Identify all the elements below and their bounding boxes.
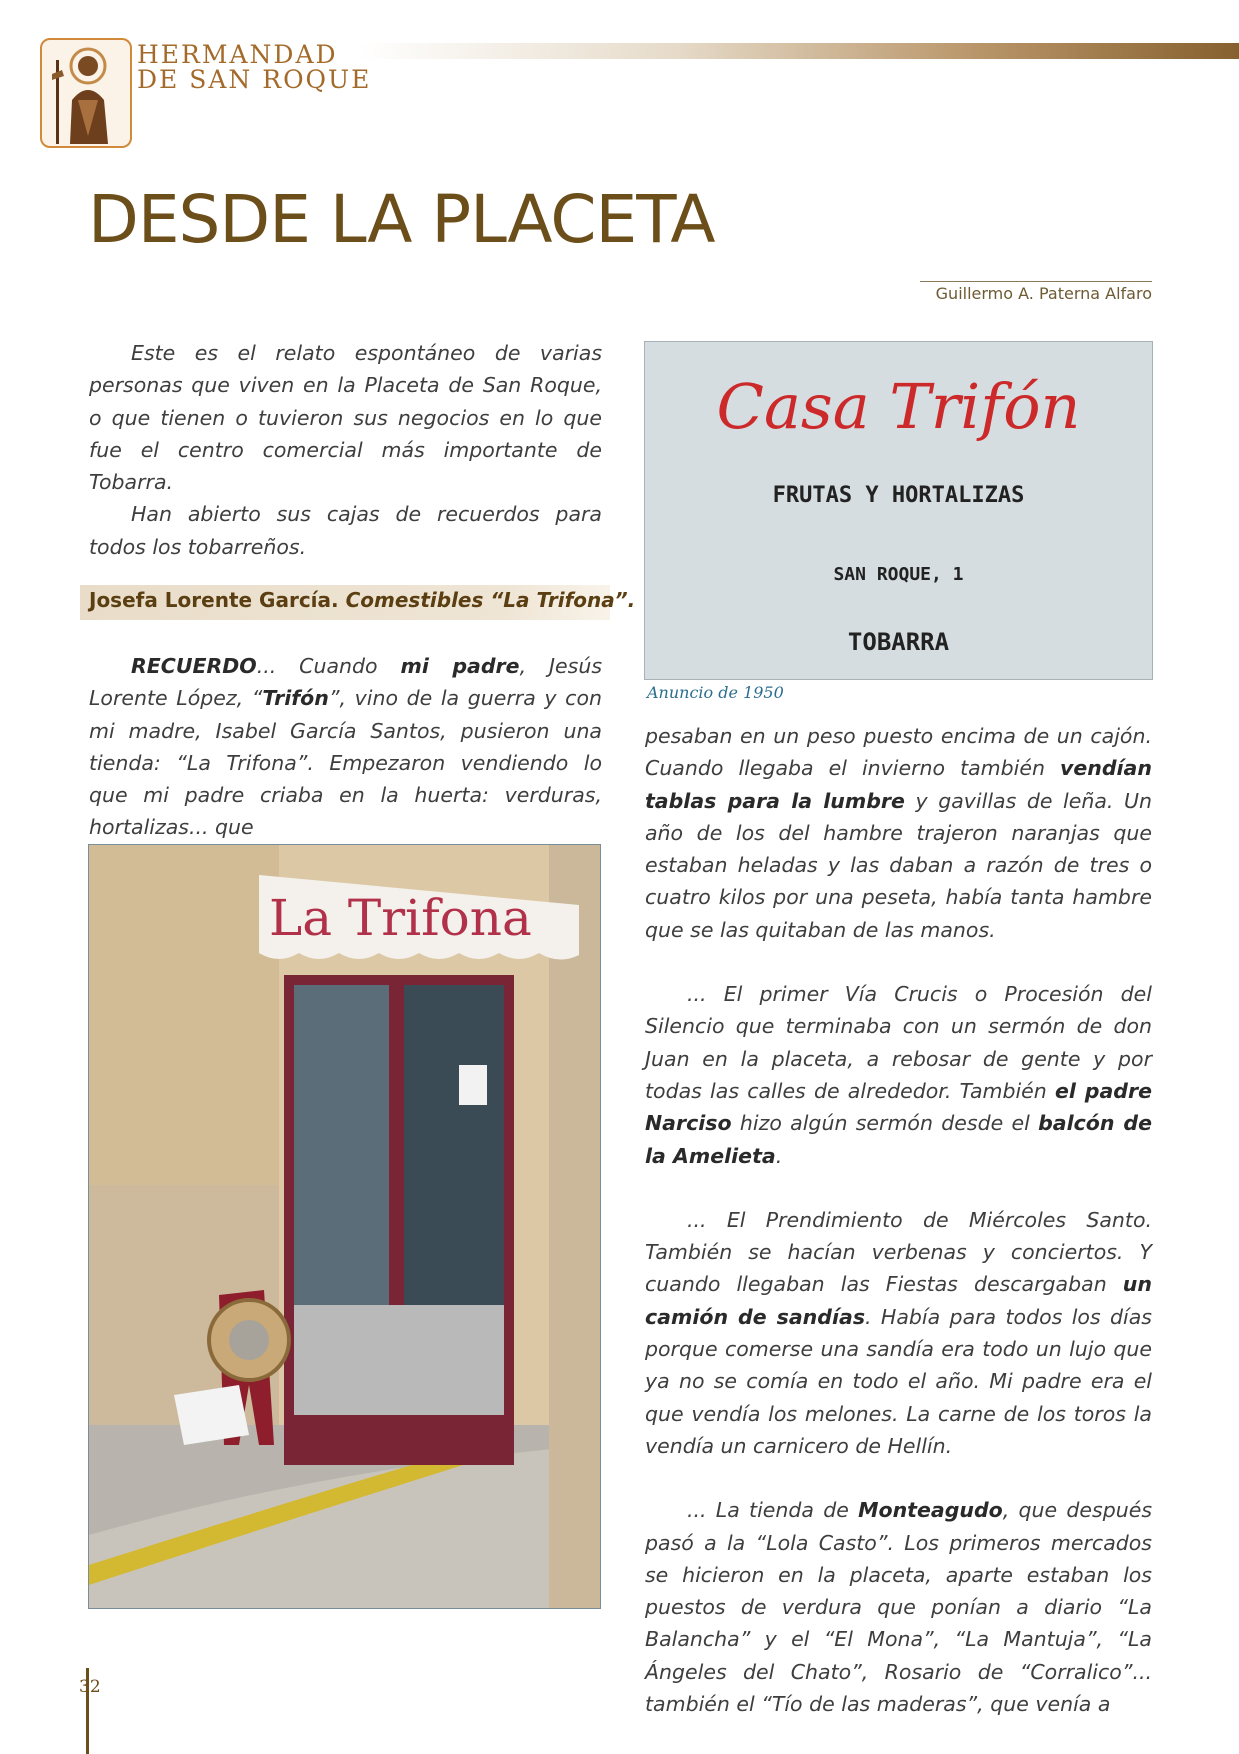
author-rule	[920, 281, 1152, 282]
storefront-photo	[88, 844, 601, 1609]
text-run: pesaban en un peso puesto encima de un cajón. Cuando llegaba el invierno también	[645, 724, 1152, 781]
col1-paragraph	[89, 650, 602, 844]
page-number: 32	[79, 1677, 101, 1697]
photo-sign-text: La Trifona	[269, 889, 532, 947]
hermandad-logo	[40, 38, 132, 148]
section-person: Josefa Lorente García.	[89, 588, 339, 612]
col2-paragraph-2	[645, 978, 1152, 1172]
text-run: y gavillas de leña. Un año de los del hambre trajeron naranjas que estaban heladas y las daban a razón de tres o cuatro kilos por una peseta, había tanta hambre que se las quitaban de las manos.	[645, 788, 1152, 942]
storefront-illustration	[89, 845, 600, 1608]
ad-line-3: TOBARRA	[847, 628, 950, 656]
ad-line-1: FRUTAS Y HORTALIZAS	[772, 483, 1025, 508]
brand-line-1: HERMANDAD	[137, 40, 338, 69]
intro-block	[89, 337, 602, 563]
col1-body	[89, 650, 602, 844]
recuerdo-lead: RECUERDO	[131, 654, 257, 678]
saint-roch-icon	[42, 40, 130, 146]
text-run: ... Cuando	[256, 654, 401, 678]
text-run: .	[775, 1143, 783, 1168]
text-run: ... El primer Vía Crucis o Procesión del Silencio que terminaba con un sermón de don Juan en la placeta, a rebosar de gente y por todas las calles de alrededor. También	[645, 982, 1152, 1103]
article-title: DESDE LA PLACETA	[88, 181, 715, 258]
brand-line-2: DE SAN ROQUE	[137, 65, 372, 94]
col2-paragraph-3	[645, 1204, 1152, 1462]
bold-run: un camión de sandías	[645, 1272, 1152, 1329]
intro-paragraph-2: Han abierto sus cajas de recuerdos para todos los tobarreños.	[89, 502, 602, 559]
bold-run: Trifón	[262, 686, 329, 711]
ad-line-2: SAN ROQUE, 1	[833, 564, 964, 585]
col2-paragraph-1	[645, 720, 1152, 946]
ad-brand: Casa Trifón	[716, 370, 1081, 443]
col2-body	[645, 720, 1152, 1720]
section-heading	[89, 588, 635, 612]
text-run: . Había para todos los días porque comerse una sandía era todo un lujo que ya no se comía en todo el año. Mi padre era el que vendía los melones. La carne de los toros la vendía un carnicero de Hellín.	[645, 1304, 1152, 1458]
bold-run: Monteagudo	[858, 1498, 1003, 1523]
text-run: ... La tienda de	[687, 1498, 859, 1523]
text-run: hizo algún sermón desde el	[731, 1111, 1039, 1136]
bold-run: el padre Narciso	[645, 1078, 1152, 1136]
bold-run: balcón de la Amelieta	[645, 1111, 1152, 1168]
text-run: , que después pasó a la “Lola Casto”. Los primeros mercados se hicieron en la placeta, aparte estaban los puestos de verdura que ponían a diario “La Balancha” y el “El Mona”, “La Mantuja”, “La Ángeles del Chato”, Rosario de “Corralico”... también el “Tío de las maderas”, que venía a	[645, 1498, 1152, 1717]
text-run: , Jesús Lorente López, “	[89, 654, 602, 711]
ad-caption: Anuncio de 1950	[647, 683, 784, 702]
bold-run: mi padre	[400, 654, 520, 678]
article-author: Guillermo A. Paterna Alfaro	[935, 284, 1152, 303]
bold-run: vendían tablas para la lumbre	[645, 756, 1152, 813]
col2-paragraph-4	[645, 1494, 1152, 1720]
casa-trifon-ad	[644, 341, 1153, 680]
text-run: ”, vino de la guerra y con mi madre, Isabel García Santos, pusieron una tienda: “La Trifona”. Empezaron vendiendo lo que mi padre criaba en la huerta: verduras, hortalizas... que	[89, 686, 602, 840]
section-business: Comestibles “La Trifona”.	[345, 588, 636, 612]
header-gradient-rule	[360, 43, 1239, 59]
intro-paragraph-1: Este es el relato espontáneo de varias personas que viven en la Placeta de San Roque, o que tienen o tuvieron sus negocios en lo que fue el centro comercial más importante de Tobarra.	[89, 341, 602, 495]
text-run: ... El Prendimiento de Miércoles Santo. También se hacían verbenas y conciertos. Y cuando llegaban las Fiestas descargaban	[645, 1207, 1152, 1297]
